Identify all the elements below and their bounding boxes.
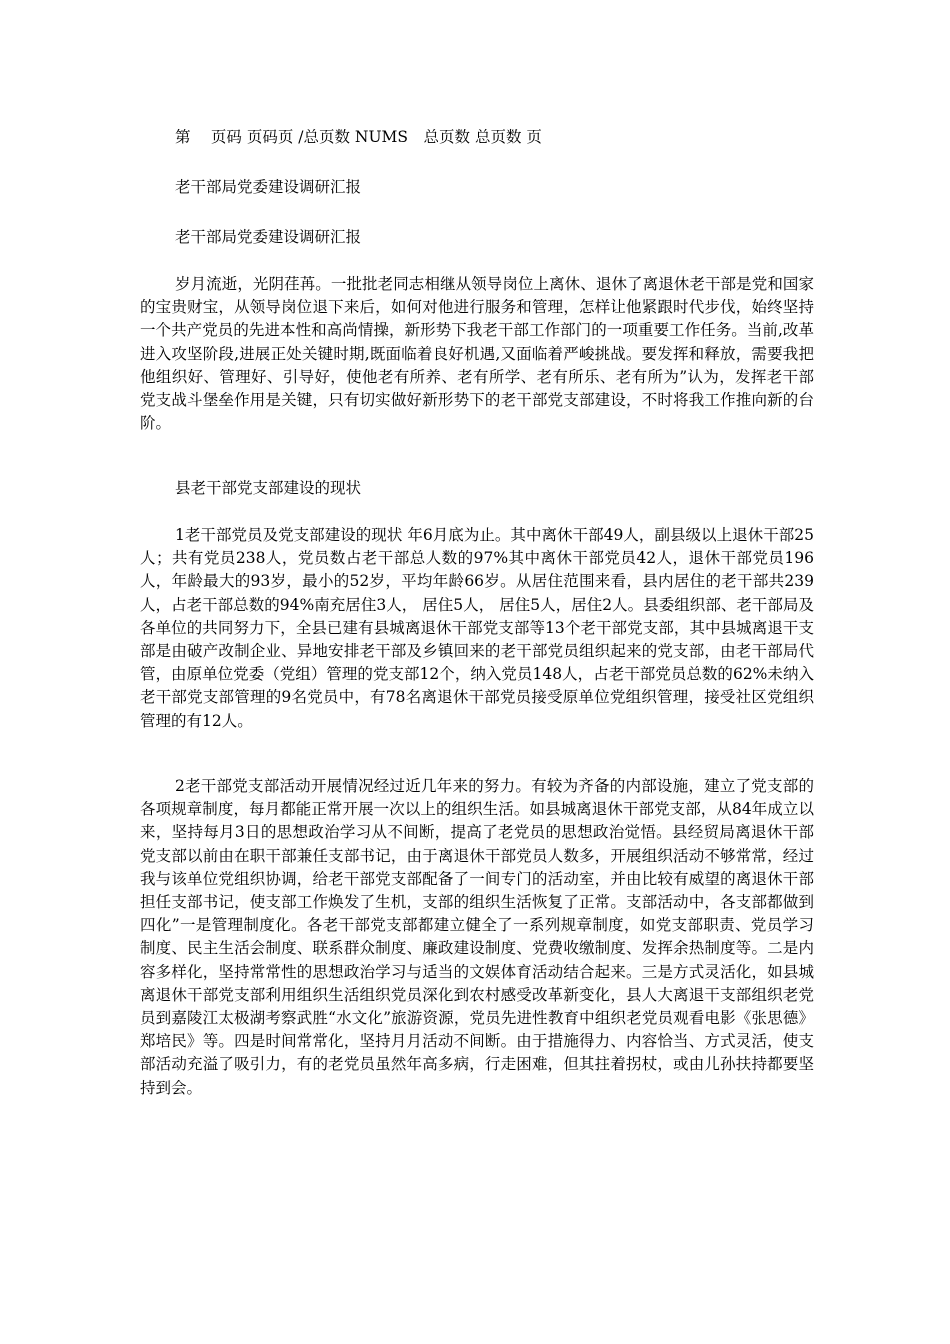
intro-paragraph: 岁月流逝，光阴荏苒。一批批老同志相继从领导岗位上离休、退休了离退休老干部是党和国家的宝贵财宝，从领导岗位退下来后，如何对他进行服务和管理，怎样让他紧跟时代步伐，始终坚持一个共产党员的先进本性和高尚情操，新形势下我老干部工作部门的一项重要工作任务。当前,改革进入攻坚阶段,进展正处关键时期,既面临着良好机遇,又面临着严峻挑战。要发挥和释放，需要我把他组织好、管理好、引导好，使他老有所养、老有所学、老有所乐、老有所为”认为，发挥老干部党支战斗堡垒作用是关键，只有切实做好新形势下的老干部党支部建设，不时将我工作推向新的台阶。 — [140, 275, 814, 433]
document-subtitle: 老干部局党委建设调研汇报 — [175, 228, 362, 246]
document-title: 老干部局党委建设调研汇报 — [175, 178, 362, 196]
page-number-header: 第 页码 页码页 /总页数 NUMS 总页数 总页数 页 — [175, 128, 542, 146]
section-heading: 县老干部党支部建设的现状 — [175, 479, 362, 497]
body-paragraph-1: 1老干部党员及党支部建设的现状 年6月底为止。其中离休干部49人，副县级以上退休干部25人；共有党员238人，党员数占老干部总人数的97%其中离休干部党员42人，退休干部党员196人，年龄最大的93岁，最小的52岁，平均年龄66岁。从居住范围来看，县内居住的老干部共239人，占老干部总数的94%南充居住3人， 居住5人， 居住5人，居住2人。县委组织部、老干部局及各单位的共同努力下，全县已建有县城离退休干部党支部等13个老干部党支部，其中县城离退干支部是由破产改制企业、异地安排老干部及乡镇回来的老干部党员组织起来的党支部，由老干部局代管，由原单位党委（党组）管理的党支部12个，纳入党员148人，占老干部党员总数的62%未纳入老干部党支部管理的9名党员中，有78名离退休干部党员接受原单位党组织管理，接受社区党组织管理的有12人。 — [140, 526, 814, 730]
body-paragraph-2: 2老干部党支部活动开展情况经过近几年来的努力。有较为齐备的内部设施，建立了党支部的各项规章制度，每月都能正常开展一次以上的组织生活。如县城离退休干部党支部，从84年成立以来，坚持每月3日的思想政治学习从不间断，提高了老党员的思想政治觉悟。县经贸局离退休干部党支部以前由在职干部兼任支部书记，由于离退休干部党员人数多，开展组织活动不够常常，经过我与该单位党组织协调，给老干部党支部配备了一间专门的活动室，并由比较有威望的离退休干部担任支部书记，使支部工作焕发了生机，支部的组织生活恢复了正常。支部活动中，各支部都做到四化”一是管理制度化。各老干部党支部都建立健全了一系列规章制度，如党支部职责、党员学习制度、民主生活会制度、联系群众制度、廉政建设制度、党费收缴制度、发挥余热制度等。二是内容多样化，坚持常常性的思想政治学习与适当的文娱体育活动结合起来。三是方式灵活化，如县城离退休干部党支部利用组织生活组织党员深化到农村感受改革新变化，县人大离退干支部组织老党员到嘉陵江太极湖考察武胜“水文化”旅游资源，党员先进性教育中组织老党员观看电影《张思德》郑培民》等。四是时间常常化，坚持月月活动不间断。由于措施得力、内容恰当、方式灵活，使支部活动充溢了吸引力，有的老党员虽然年高多病，行走困难，但其拄着拐杖，或由儿孙扶持都要坚持到会。 — [140, 777, 814, 1097]
